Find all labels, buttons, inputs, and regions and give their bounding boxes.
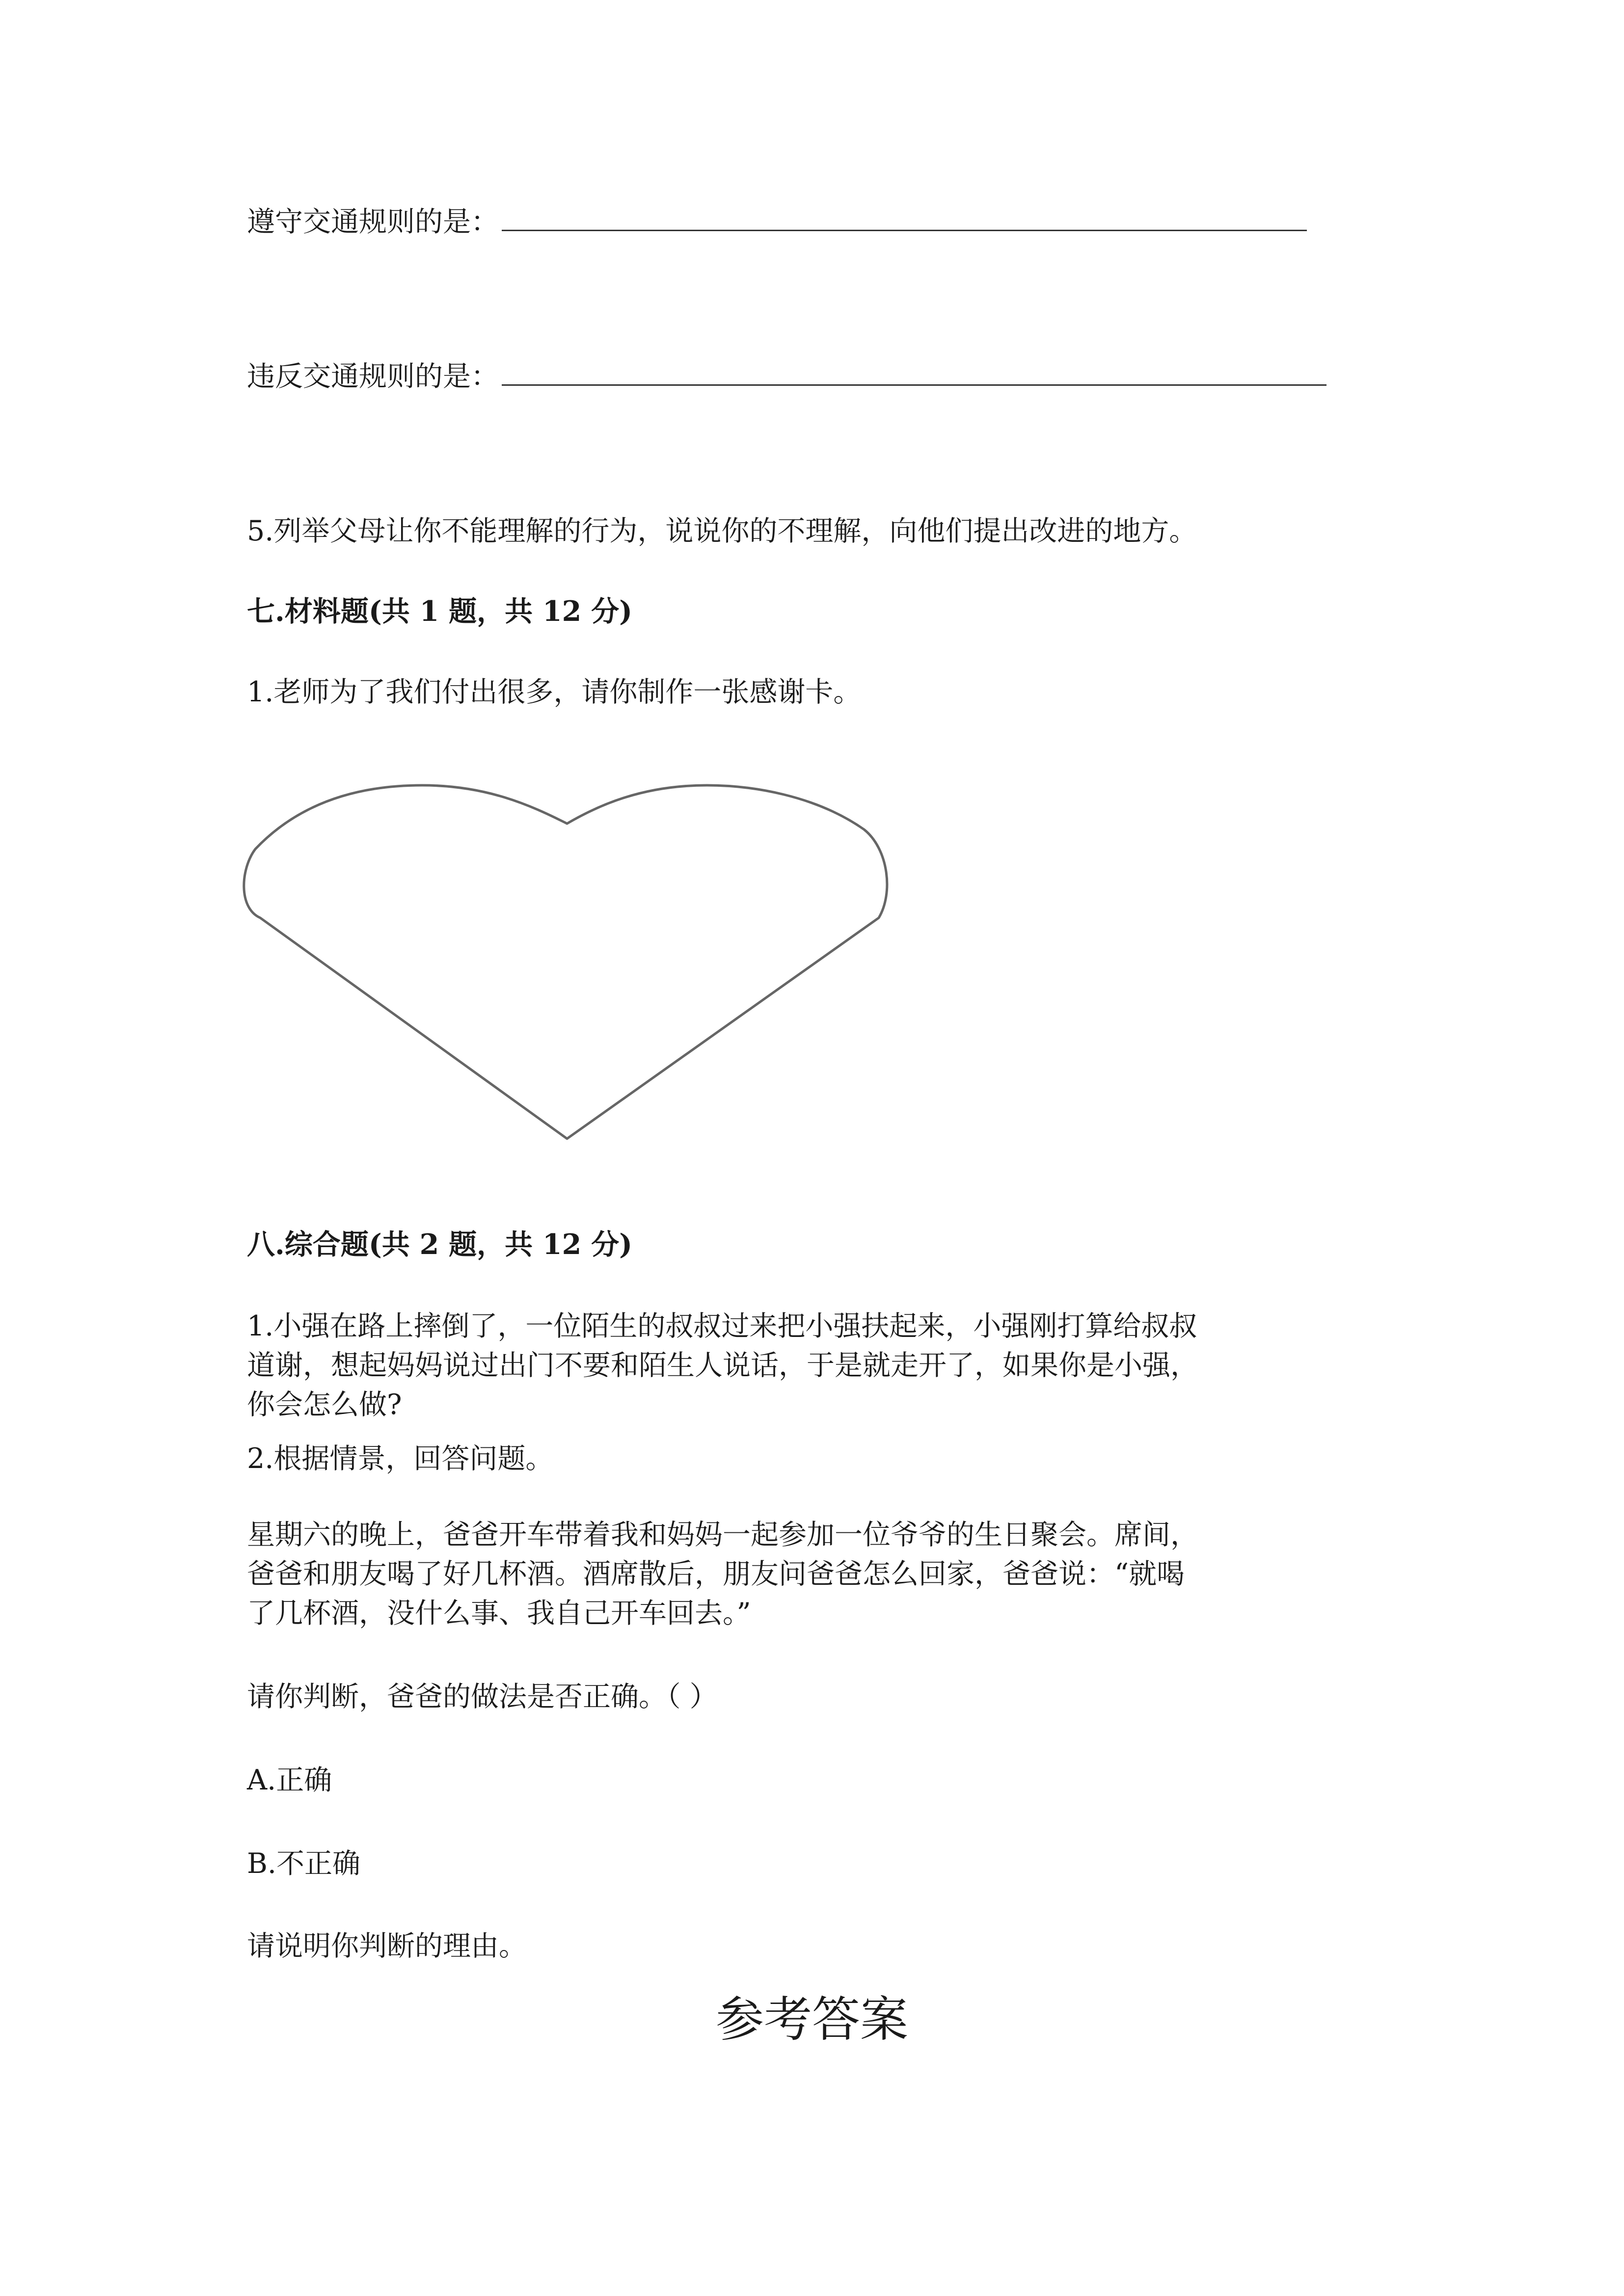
q4-comply-label: 遵守交通规则的是： (247, 206, 499, 238)
section8-q1-line-3: 你会怎么做? (247, 1388, 402, 1421)
scenario-line-2: 爸爸和朋友喝了好几杯酒。酒席散后，朋友问爸爸怎么回家，爸爸说：“就喝 (247, 1558, 1185, 1590)
option-b: B.不正确 (247, 1847, 361, 1880)
section8-heading: 八.综合题(共 2 题，共 12 分) (247, 1228, 633, 1261)
q4-comply-row (247, 204, 1307, 240)
q5-text: 5.列举父母让你不能理解的行为，说说你的不理解，向他们提出改进的地方。 (247, 515, 1197, 547)
heart-card-outline (241, 775, 893, 1148)
q4-violate-answer-blank[interactable] (502, 362, 1326, 386)
answer-title: 参考答案 (715, 1992, 908, 2048)
section8-q1-line-2: 道谢，想起妈妈说过出门不要和陌生人说话，于是就走开了，如果你是小强， (247, 1349, 1198, 1382)
judge-prompt: 请你判断，爸爸的做法是否正确。（ ） (247, 1681, 718, 1713)
scenario-line-1: 星期六的晚上，爸爸开车带着我和妈妈一起参加一位爷爷的生日聚会。席间， (247, 1519, 1198, 1551)
scenario-line-3: 了几杯酒，没什么事、我自己开车回去。” (247, 1597, 751, 1629)
section7-heading: 七.材料题(共 1 题，共 12 分) (247, 595, 633, 628)
q4-violate-row (247, 358, 1326, 395)
section8-q1-line-1: 1.小强在路上摔倒了，一位陌生的叔叔过来把小强扶起来，小强刚打算给叔叔 (247, 1310, 1197, 1342)
option-a: A.正确 (247, 1764, 332, 1796)
reason-prompt: 请说明你判断的理由。 (247, 1930, 527, 1962)
section8-q2: 2.根据情景，回答问题。 (247, 1442, 554, 1475)
q4-comply-answer-blank[interactable] (502, 207, 1307, 231)
q4-violate-label: 违反交通规则的是： (247, 360, 499, 393)
section7-q1: 1.老师为了我们付出很多，请你制作一张感谢卡。 (247, 676, 862, 708)
